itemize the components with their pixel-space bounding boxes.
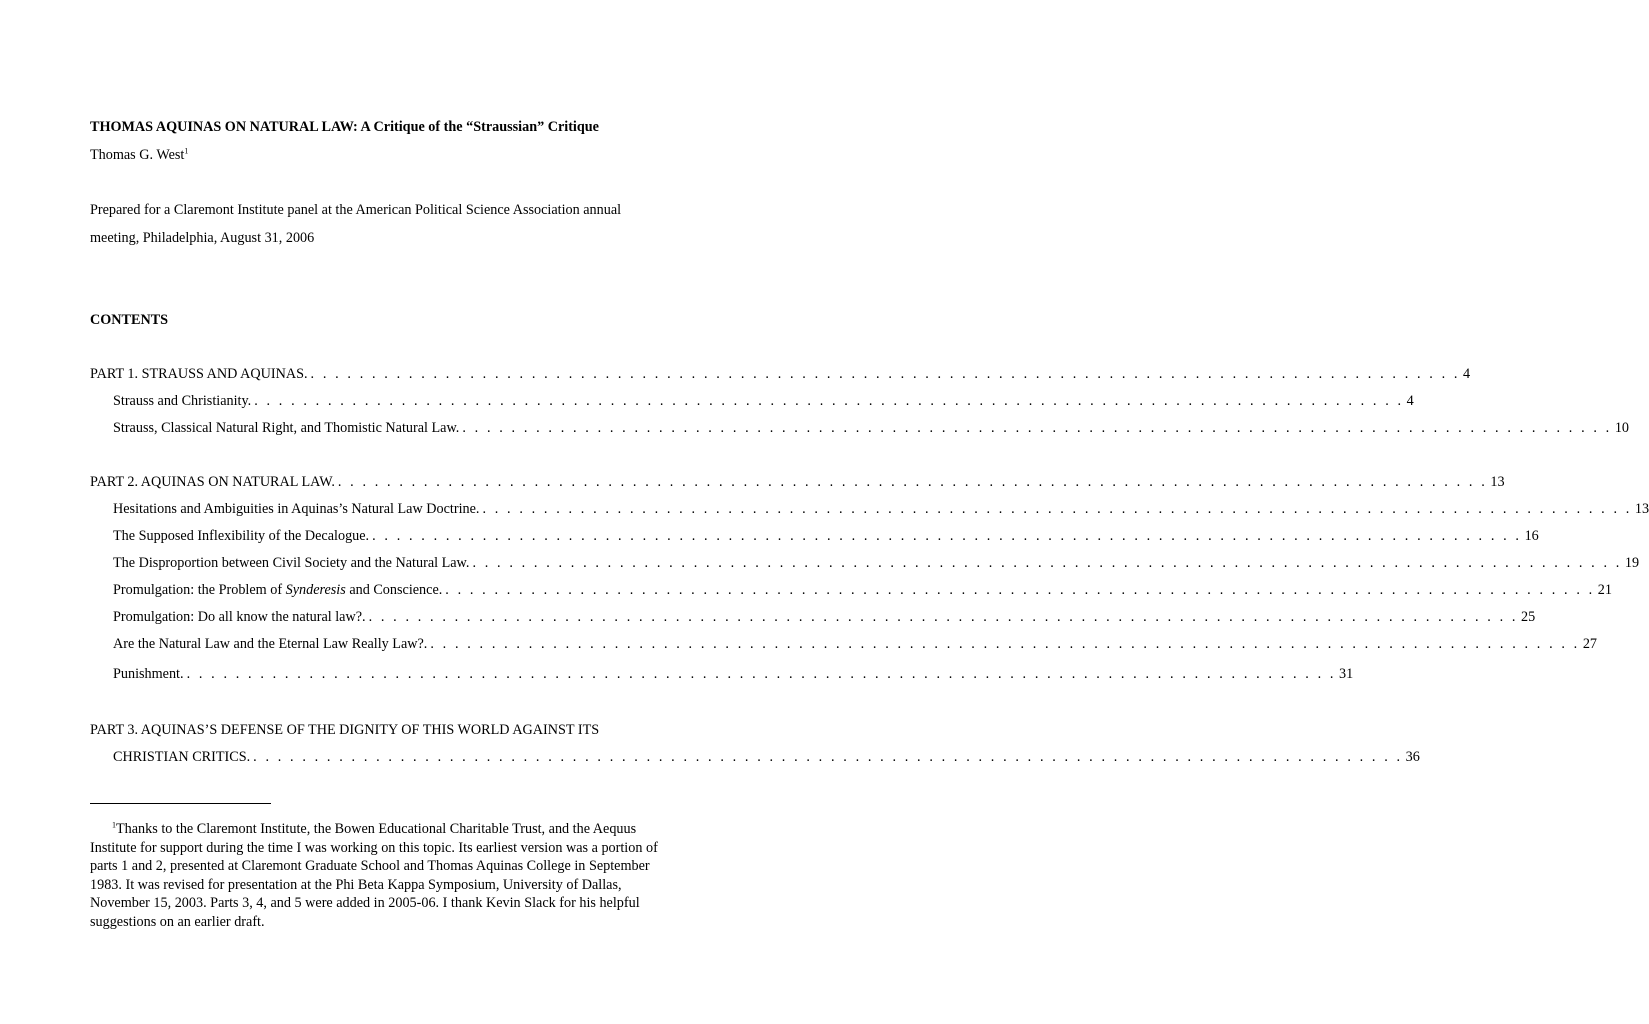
toc-dot-leader: . . . . . . . . . . . . . . . . . . . . . . . . . . . . . . . . . . . . . . . . . . . . . . . . . . . . . . . . . . . . . . . . . . . . . . . . . . . . . . . . . . . . . . . . . . . . . . [368, 609, 1519, 625]
toc-entry-label: Strauss, Classical Natural Right, and Thomistic Natural Law. [113, 420, 460, 436]
toc-label-italic: Synderesis [285, 582, 346, 598]
toc-entry-part-3-line-1[interactable]: PART 3. AQUINAS’S DEFENSE OF THE DIGNITY OF THIS WORLD AGAINST ITS [90, 722, 600, 738]
toc-entry-label: PART 1. STRAUSS AND AQUINAS. [90, 366, 308, 382]
document-title: THOMAS AQUINAS ON NATURAL LAW: A Critique of the “Straussian” Critique [90, 119, 599, 135]
toc-entry-eternal-law[interactable] [113, 636, 1598, 654]
toc-dot-leader: . . . . . . . . . . . . . . . . . . . . . . . . . . . . . . . . . . . . . . . . . . . . . . . . . . . . . . . . . . . . . . . . . . . . . . . . . . . . . . . . . . . . . . . . . . . . . . [186, 666, 1337, 682]
toc-entry-disproportion[interactable] [113, 555, 1640, 573]
toc-entry-part-2[interactable] [90, 474, 1505, 492]
toc-dot-leader: . . . . . . . . . . . . . . . . . . . . . . . . . . . . . . . . . . . . . . . . . . . . . . . . . . . . . . . . . . . . . . . . . . . . . . . . . . . . . . . . . . . . . . . . . . . . . . [253, 749, 1403, 765]
toc-entry-strauss-and-christianity[interactable] [113, 393, 1414, 411]
toc-page-number: 21 [1597, 582, 1612, 598]
toc-entry-part-3[interactable] [113, 749, 1420, 767]
footnote-text: Thanks to the Claremont Institute, the Bowen Educational Charitable Trust, and the Aequus Institute for support during the time I was working on this topic. Its earliest version was a portion of parts 1 and 2, presented at Claremont Graduate School and Thomas Aquinas College in September 1983. It was revised for presentation at the Phi Beta Kappa Symposium, University of Dallas, November 15, 2003. Parts 3, 4, and 5 were added in 2005-06. I thank Kevin Slack for his helpful suggestions on an earlier draft. [90, 821, 658, 930]
footnote-reference[interactable]: 1 [184, 146, 189, 156]
toc-page-number: 25 [1521, 609, 1536, 625]
prepared-for-line-2: meeting, Philadelphia, August 31, 2006 [90, 230, 315, 246]
toc-dot-leader: . . . . . . . . . . . . . . . . . . . . . . . . . . . . . . . . . . . . . . . . . . . . . . . . . . . . . . . . . . . . . . . . . . . . . . . . . . . . . . . . . . . . . . . . . . . . . . [462, 420, 1612, 436]
toc-page-number: 27 [1582, 636, 1598, 652]
toc-dot-leader: . . . . . . . . . . . . . . . . . . . . . . . . . . . . . . . . . . . . . . . . . . . . . . . . . . . . . . . . . . . . . . . . . . . . . . . . . . . . . . . . . . . . . . . . . . . . . . [372, 528, 1522, 544]
toc-dot-leader: . . . . . . . . . . . . . . . . . . . . . . . . . . . . . . . . . . . . . . . . . . . . . . . . . . . . . . . . . . . . . . . . . . . . . . . . . . . . . . . . . . . . . . . . . . . . . . [337, 474, 1488, 490]
footnote-mark: 1 [112, 820, 116, 830]
toc-page-number: 13 [1634, 501, 1649, 517]
toc-page-number: 31 [1339, 666, 1354, 682]
toc-entry-label: The Supposed Inflexibility of the Decalogue. [113, 528, 370, 544]
toc-entry-classical-natural-right[interactable] [113, 420, 1630, 438]
toc-label-part: and Conscience. [345, 582, 443, 598]
toc-entry-do-all-know[interactable] [113, 609, 1536, 627]
toc-page-number: 4 [1463, 366, 1471, 382]
toc-entry-label [113, 582, 442, 599]
toc-entry-punishment[interactable] [113, 666, 1354, 684]
toc-page-number: 10 [1614, 420, 1630, 436]
toc-label-part: Promulgation: the Problem of [113, 582, 286, 598]
toc-entry-label: Punishment. [113, 666, 184, 682]
toc-dot-leader: . . . . . . . . . . . . . . . . . . . . . . . . . . . . . . . . . . . . . . . . . . . . . . . . . . . . . . . . . . . . . . . . . . . . . . . . . . . . . . . . . . . . . . . . . . . . . . [472, 555, 1622, 571]
toc-page-number: 16 [1524, 528, 1539, 544]
toc-entry-label: Are the Natural Law and the Eternal Law Really Law?. [113, 636, 428, 652]
prepared-for-line-1: Prepared for a Claremont Institute panel at the American Political Science Association annual [90, 202, 622, 218]
toc-entry-label: PART 2. AQUINAS ON NATURAL LAW. [90, 474, 335, 490]
toc-entry-label: The Disproportion between Civil Society and the Natural Law. [113, 555, 470, 571]
footnote [90, 820, 682, 931]
toc-entry-synderesis[interactable] [113, 582, 1612, 600]
toc-entry-label: Strauss and Christianity. [113, 393, 252, 409]
toc-entry-part-1[interactable] [90, 366, 1471, 384]
toc-page-number: 36 [1405, 749, 1420, 765]
toc-entry-hesitations[interactable] [113, 501, 1649, 519]
toc-dot-leader: . . . . . . . . . . . . . . . . . . . . . . . . . . . . . . . . . . . . . . . . . . . . . . . . . . . . . . . . . . . . . . . . . . . . . . . . . . . . . . . . . . . . . . . . . . . . . . [254, 393, 1404, 409]
toc-page-number: 13 [1490, 474, 1505, 490]
footnote-separator [90, 803, 271, 804]
author-line [90, 147, 188, 164]
toc-page-number: 4 [1406, 393, 1414, 409]
toc-entry-label: Promulgation: Do all know the natural law?. [113, 609, 366, 625]
toc-page-number: 19 [1624, 555, 1640, 571]
toc-dot-leader: . . . . . . . . . . . . . . . . . . . . . . . . . . . . . . . . . . . . . . . . . . . . . . . . . . . . . . . . . . . . . . . . . . . . . . . . . . . . . . . . . . . . . . . . . . . . . . [430, 636, 1580, 652]
toc-dot-leader: . . . . . . . . . . . . . . . . . . . . . . . . . . . . . . . . . . . . . . . . . . . . . . . . . . . . . . . . . . . . . . . . . . . . . . . . . . . . . . . . . . . . . . . . . . . . . . [482, 501, 1632, 517]
toc-entry-label: Hesitations and Ambiguities in Aquinas’s Natural Law Doctrine. [113, 501, 480, 517]
contents-heading: CONTENTS [90, 312, 169, 328]
toc-entry-decalogue[interactable] [113, 528, 1539, 546]
toc-entry-label: CHRISTIAN CRITICS. [113, 749, 251, 765]
author-name: Thomas G. West [90, 147, 185, 163]
toc-dot-leader: . . . . . . . . . . . . . . . . . . . . . . . . . . . . . . . . . . . . . . . . . . . . . . . . . . . . . . . . . . . . . . . . . . . . . . . . . . . . . . . . . . . . . . . . . . . . . . [445, 582, 1595, 598]
toc-dot-leader: . . . . . . . . . . . . . . . . . . . . . . . . . . . . . . . . . . . . . . . . . . . . . . . . . . . . . . . . . . . . . . . . . . . . . . . . . . . . . . . . . . . . . . . . . . . . . . [310, 366, 1461, 382]
